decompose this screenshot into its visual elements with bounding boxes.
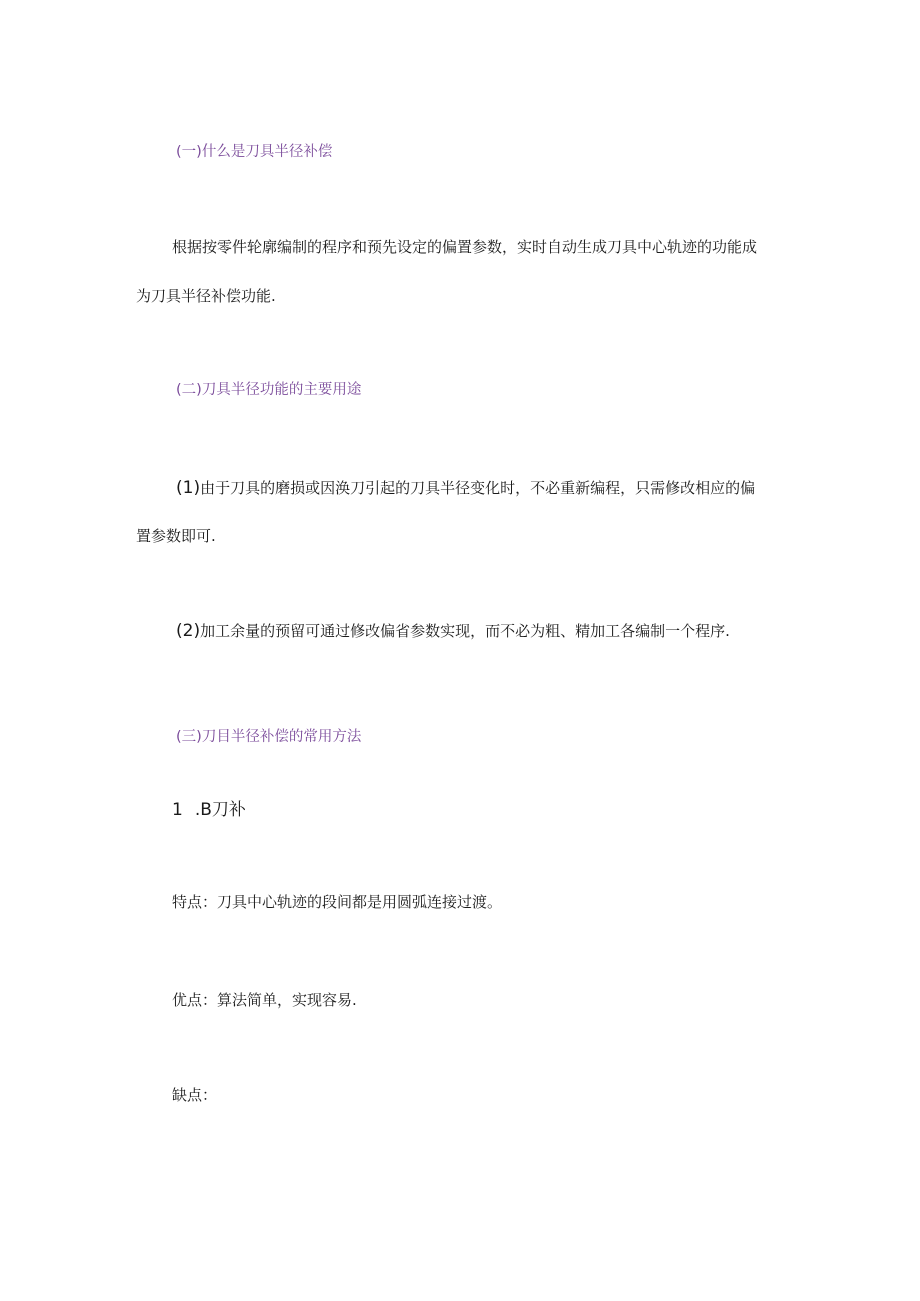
list-item-2-text: 加工余量的预留可通过修改偏省参数实现，而不必为粗、精加工各编制一个程序. [200,622,730,640]
subsection-1-number: 1 [172,800,183,820]
paragraph-1-line-2: 为刀具半径补偿功能. [136,287,276,305]
advantage-line: 优点：算法简单，实现容易. [172,991,357,1009]
paragraph-1-line-1: 根据按零件轮廓编制的程序和预先设定的偏置参数，实时自动生成刀具中心轨迹的功能成 [172,238,758,256]
list-item-2 [176,621,730,641]
list-item-1-line-2: 置参数即可. [136,527,216,545]
list-item-2-number: (2) [176,621,201,641]
list-item-1 [176,478,755,498]
subsection-1 [172,800,246,820]
list-item-1-text: 由于刀具的磨损或因涣刀引起的刀具半径变化时，不必重新编程，只需修改相应的偏 [200,479,756,497]
section-heading-2: (二)刀具半径功能的主要用途 [176,382,362,398]
section-heading-1: (一)什么是刀具半径补偿 [176,144,333,160]
section-heading-3: (三)刀目半径补偿的常用方法 [176,729,362,745]
list-item-1-number: (1) [176,478,201,498]
feature-line: 特点：刀具中心轨迹的段间都是用圆弧连接过渡。 [172,893,503,911]
disadvantage-line: 缺点： [172,1086,218,1104]
subsection-1-title: .B刀补 [194,800,246,820]
